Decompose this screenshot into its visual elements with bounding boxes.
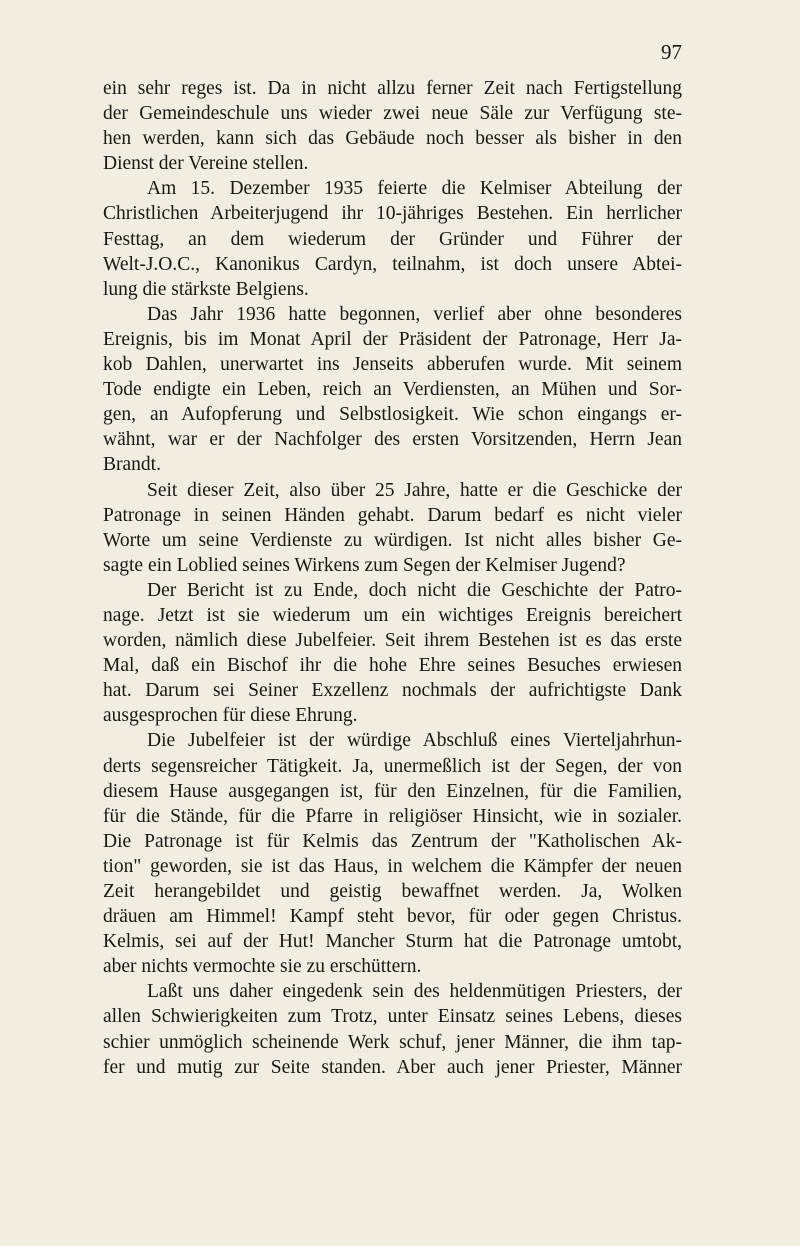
text-line: Zeit herangebildet und geistig bewaffnet werden. Ja, Wolken [103, 881, 682, 902]
text-line: nage. Jetzt ist sie wiederum um ein wichtiges Ereignis bereichert [103, 604, 682, 626]
body-text [103, 76, 682, 1080]
text-line: worden, nämlich diese Jubelfeier. Seit ihrem Bestehen ist es das erste [103, 630, 682, 652]
text-line: Am 15. Dezember 1935 feierte die Kelmiser Abteilung der [147, 178, 682, 200]
text-line: Ereignis, bis im Monat April der Präsident der Patronage, Herr Ja- [103, 328, 682, 350]
text-line: Christlichen Arbeiterjugend ihr 10-jähriges Bestehen. Ein herrlicher [103, 203, 682, 225]
text-line: Dienst der Vereine stellen. [103, 153, 309, 175]
text-line: Tode endigte ein Leben, reich an Verdiensten, an Mühen und Sor- [103, 379, 682, 401]
text-line: hen werden, kann sich das Gebäude noch besser als bisher in den [103, 128, 682, 150]
text-line: dräuen am Himmel! Kampf steht bevor, für oder gegen Christus. [103, 906, 682, 928]
text-line: Die Patronage ist für Kelmis das Zentrum der "Katholischen Ak- [103, 830, 682, 852]
text-line: Welt-J.O.C., Kanonikus Cardyn, teilnahm, ist doch unsere Abtei- [103, 253, 682, 275]
paragraph [103, 478, 682, 578]
text-line: hat. Darum sei Seiner Exzellenz nochmals der aufrichtigste Dank [103, 680, 682, 702]
text-line: Patronage in seinen Händen gehabt. Darum bedarf es nicht vieler [103, 504, 682, 526]
text-line: der Gemeindeschule uns wieder zwei neue Säle zur Verfügung ste- [103, 103, 682, 125]
text-line: sagte ein Loblied seines Wirkens zum Segen der Kelmiser Jugend? [103, 554, 626, 576]
text-line: derts segensreicher Tätigkeit. Ja, unermeßlich ist der Segen, der von [103, 755, 682, 777]
text-line: ein sehr reges ist. Da in nicht allzu ferner Zeit nach Fertigstellung [103, 78, 682, 99]
text-line: Worte um seine Verdienste zu würdigen. Ist nicht alles bisher Ge- [103, 529, 682, 551]
paragraph [103, 979, 682, 1079]
paragraph [103, 728, 682, 979]
text-line: Die Jubelfeier ist der würdige Abschluß eines Vierteljahrhun- [147, 730, 682, 752]
text-line: allen Schwierigkeiten zum Trotz, unter Einsatz seines Lebens, dieses [103, 1006, 682, 1028]
text-line: tion" geworden, sie ist das Haus, in welchem die Kämpfer der neuen [103, 855, 682, 877]
text-line: Mal, daß ein Bischof ihr die hohe Ehre seines Besuches erwiesen [103, 655, 682, 677]
text-line: Das Jahr 1936 hatte begonnen, verlief aber ohne besonderes [147, 303, 682, 325]
paragraph [103, 302, 682, 478]
text-line: Der Bericht ist zu Ende, doch nicht die Geschichte der Patro- [147, 579, 682, 601]
text-line: Laßt uns daher eingedenk sein des heldenmütigen Priesters, der [147, 981, 682, 1003]
paragraph [103, 176, 682, 301]
text-line: Seit dieser Zeit, also über 25 Jahre, hatte er die Geschicke der [147, 479, 682, 501]
text-line: diesem Hause ausgegangen ist, für den Einzelnen, für die Familien, [103, 780, 682, 802]
paragraph [103, 578, 682, 729]
text-line: Brandt. [103, 454, 161, 476]
text-line: kob Dahlen, unerwartet ins Jenseits abberufen wurde. Mit seinem [103, 354, 682, 376]
text-line: Kelmis, sei auf der Hut! Mancher Sturm hat die Patronage umtobt, [103, 931, 682, 953]
text-line: aber nichts vermochte sie zu erschüttern. [103, 956, 422, 978]
text-line: gen, an Aufopferung und Selbstlosigkeit. Wie schon eingangs er- [103, 404, 682, 426]
text-line: für die Stände, für die Pfarre in religiöser Hinsicht, wie in sozialer. [103, 805, 682, 827]
text-line: lung die stärkste Belgiens. [103, 278, 309, 300]
text-line: wähnt, war er der Nachfolger des ersten Vorsitzenden, Herrn Jean [103, 429, 682, 451]
text-line: fer und mutig zur Seite standen. Aber auch jener Priester, Männer [103, 1056, 682, 1078]
text-line: schier unmöglich scheinende Werk schuf, jener Männer, die ihm tap- [103, 1031, 682, 1053]
text-line: Festtag, an dem wiederum der Gründer und Führer der [103, 228, 682, 250]
paragraph [103, 76, 682, 176]
page-number: 97 [661, 40, 682, 64]
text-line: ausgesprochen für diese Ehrung. [103, 705, 358, 727]
